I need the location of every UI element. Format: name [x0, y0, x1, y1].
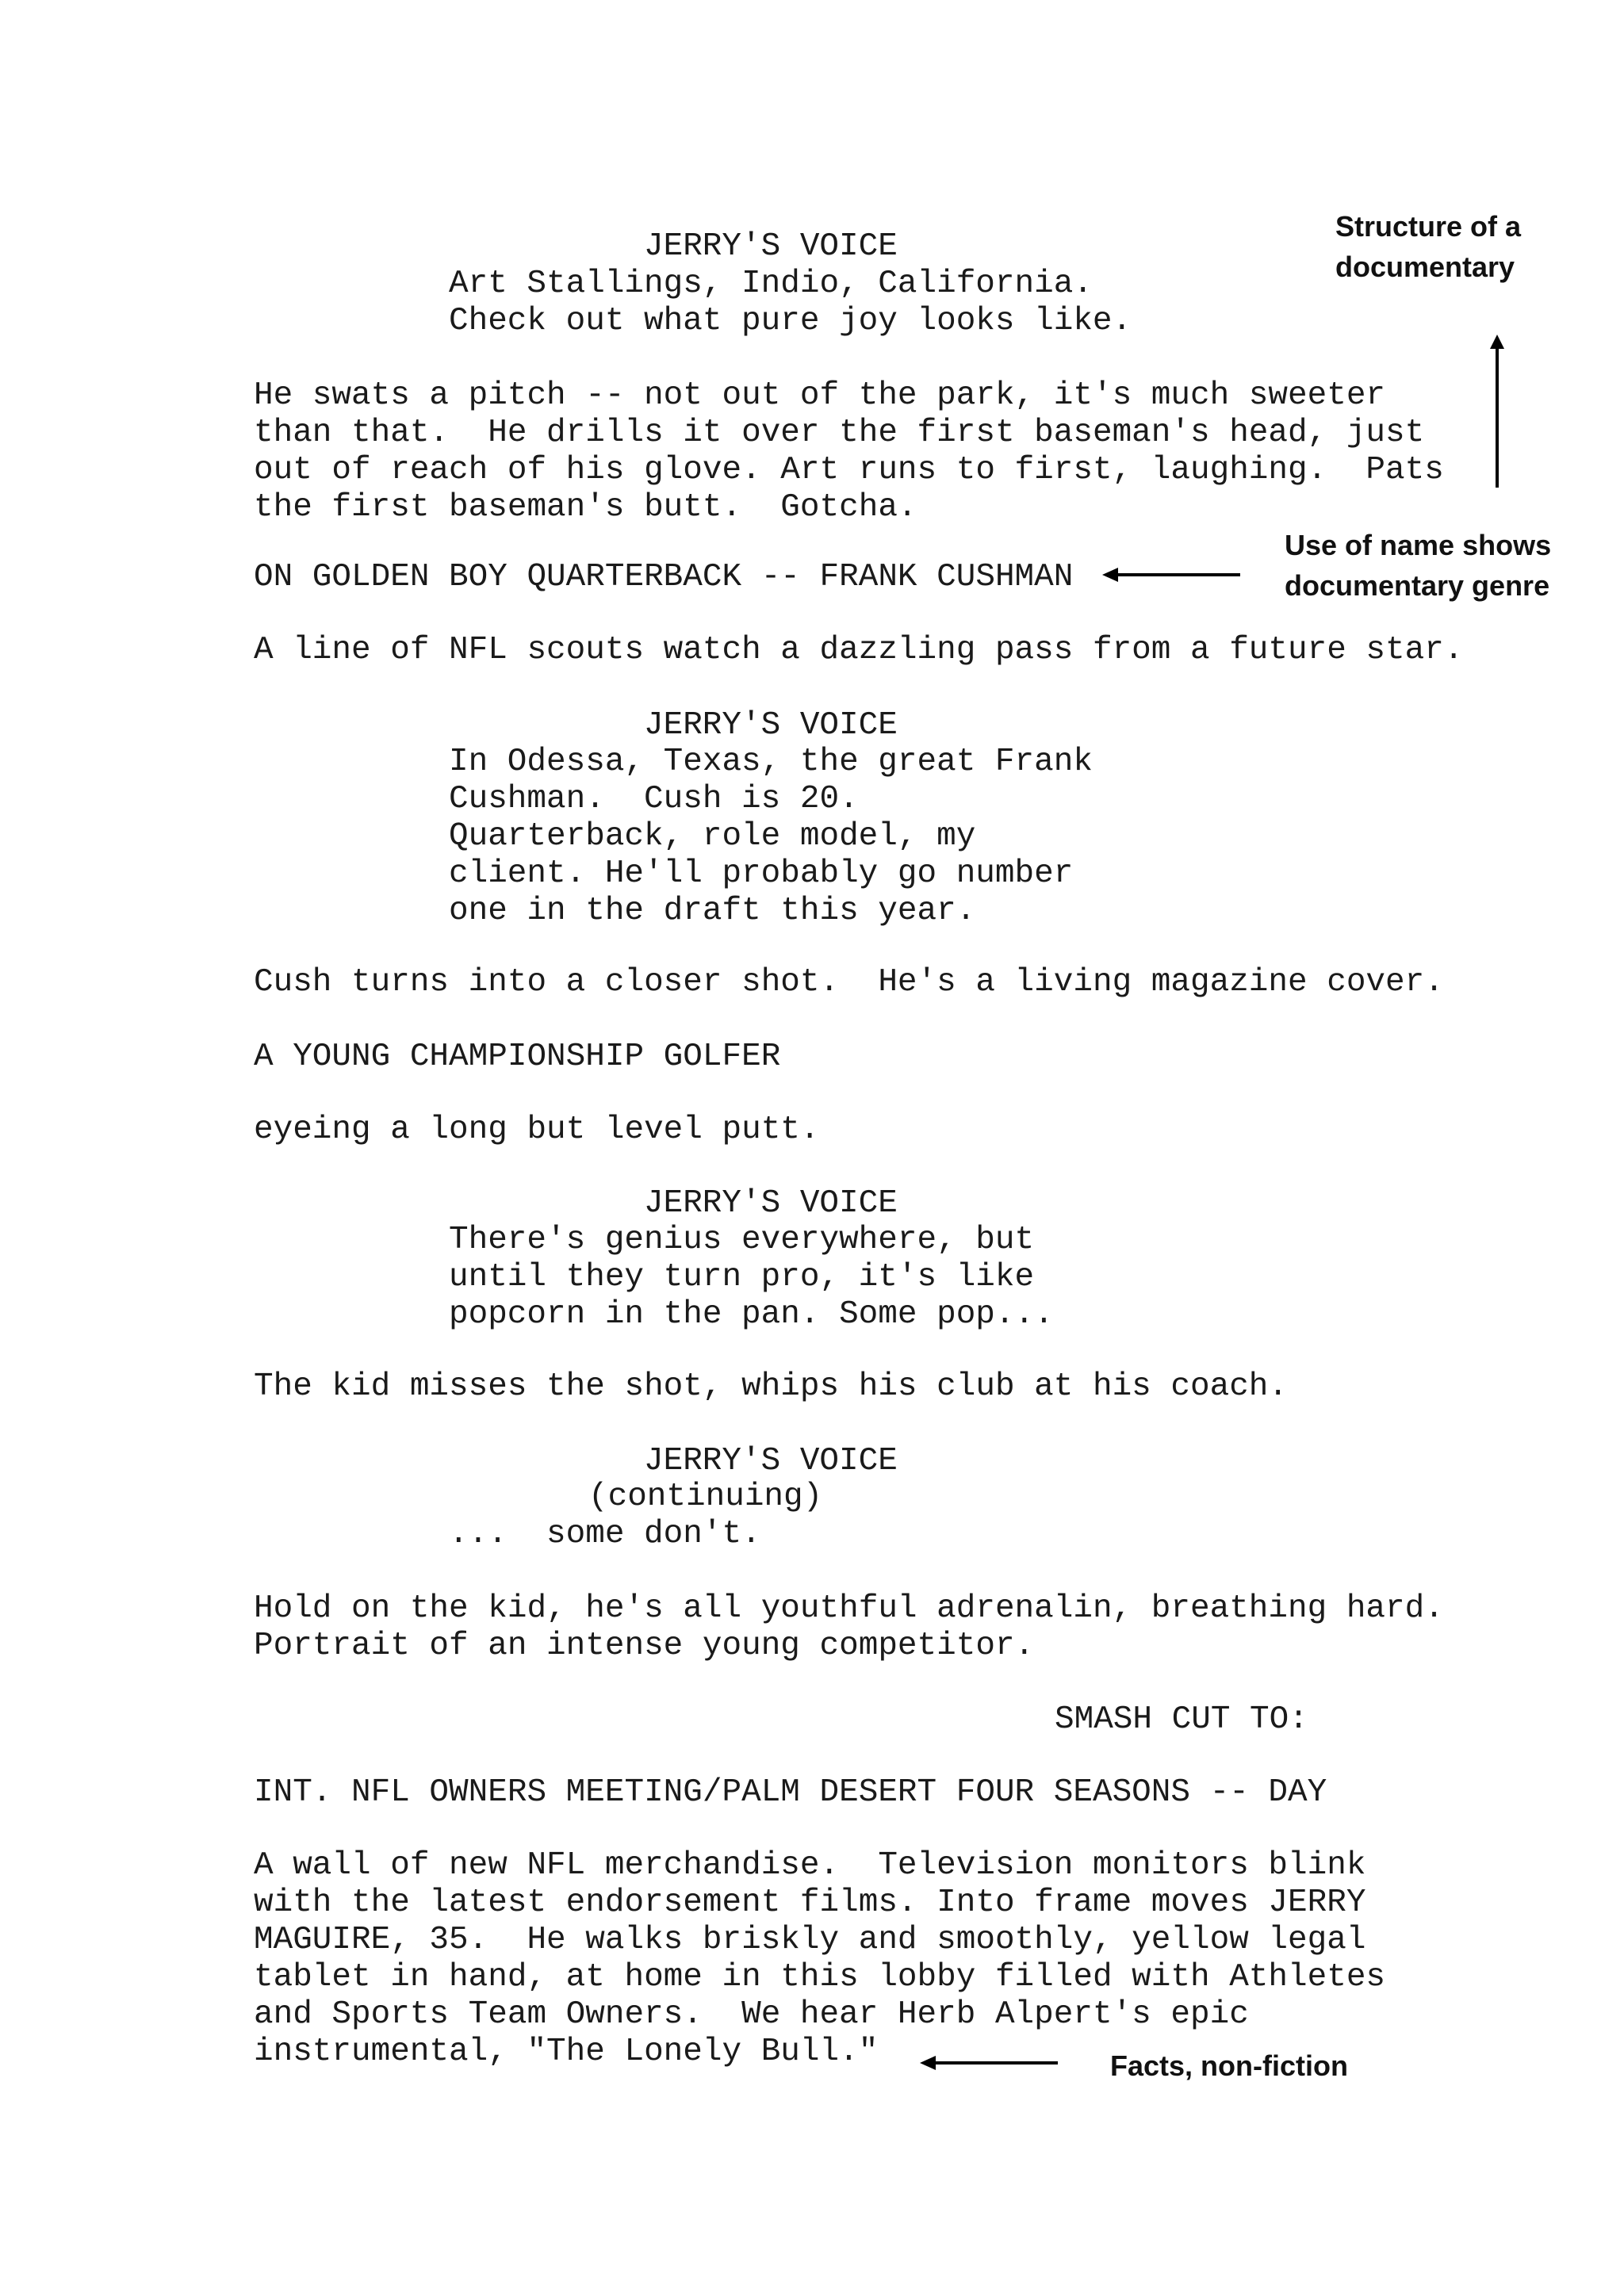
action-line: A line of NFL scouts watch a dazzling pass from a future star. [254, 632, 1464, 668]
dialogue: In Odessa, Texas, the great Frank Cushman. Cush is 20. Quarterback, role model, my client. He'll probably go number one in the draft this year. [449, 744, 1093, 929]
dialogue: ... some don't. [449, 1516, 761, 1552]
action-line: eyeing a long but level putt. [254, 1112, 820, 1148]
shot-heading: ON GOLDEN BOY QUARTERBACK -- FRANK CUSHMAN [254, 559, 1074, 595]
action-line: The kid misses the shot, whips his club at his coach. [254, 1368, 1289, 1405]
annotation-structure: Structure of a documentary [1335, 210, 1522, 283]
shot-heading: A YOUNG CHAMPIONSHIP GOLFER [254, 1039, 781, 1075]
action-line: He swats a pitch -- not out of the park, it's much sweeter than that. He drills it over the first baseman's head, just out of reach of his glove. Art runs to first, laughing. Pats the first baseman's butt. Gotcha. [254, 377, 1444, 526]
character-cue: JERRY'S VOICE [644, 1185, 898, 1222]
scene-heading: INT. NFL OWNERS MEETING/PALM DESERT FOUR SEASONS -- DAY [254, 1774, 1327, 1811]
transition: SMASH CUT TO: [1055, 1701, 1308, 1738]
dialogue: There's genius everywhere, but until they turn pro, it's like popcorn in the pan. Some pop... [449, 1222, 1054, 1333]
action-line: Cush turns into a closer shot. He's a living magazine cover. [254, 964, 1444, 1001]
character-cue: JERRY'S VOICE [644, 228, 898, 265]
annotation-facts: Facts, non-fiction [1110, 2049, 1348, 2082]
action-line: Hold on the kid, he's all youthful adrenalin, breathing hard. Portrait of an intense young competitor. [254, 1590, 1444, 1664]
action-line: A wall of new NFL merchandise. Television monitors blink with the latest endorsement films. Into frame moves JERRY MAGUIRE, 35. He walks briskly and smoothly, yellow legal tablet in hand, at home in this lobby filled with Athletes and Sports Team Owners. We hear Herb Alpert's epic instrumental, "The Lonely Bull." [254, 1847, 1386, 2070]
left-arrow-icon [918, 2047, 1061, 2079]
left-arrow-icon [1101, 559, 1243, 591]
character-cue: JERRY'S VOICE [644, 1443, 898, 1479]
dialogue: Art Stallings, Indio, California. Check out what pure joy looks like. [449, 266, 1132, 339]
annotation-name-genre: Use of name shows documentary genre [1285, 529, 1552, 602]
parenthetical: (continuing) [588, 1479, 823, 1515]
up-arrow-icon [1481, 333, 1513, 492]
character-cue: JERRY'S VOICE [644, 707, 898, 744]
